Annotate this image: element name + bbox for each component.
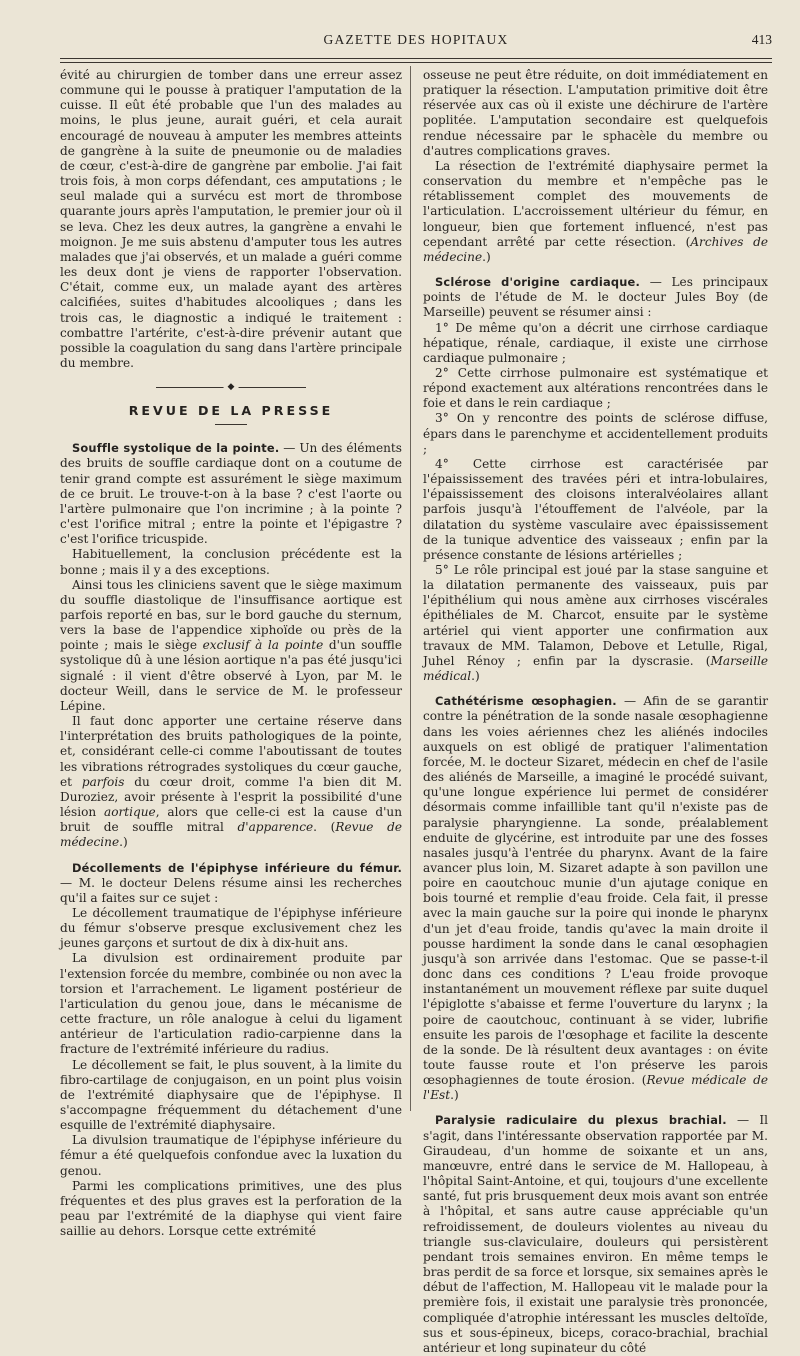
article-text: — Un des éléments des bruits de souffle cardiaque dont on a coutume de tenir grand compte est assurément le siège maximum de ce bruit. Le trouve-t-on à la base ? c'est l'aorte ou l'artère pulmonaire que l'on incrimine ; à la pointe ? c'est l'orifice mitral ; entre la pointe et l'épigastre ? c'est l'orifice tricuspide. bbox=[60, 441, 402, 547]
article-heading-paralysie: Paralysie radiculaire du plexus brachial. bbox=[435, 1113, 727, 1128]
header-rule-thick bbox=[60, 58, 772, 59]
text-run: . ( bbox=[313, 820, 336, 835]
article-text: — Afin de se garantir contre la pénétration de la sonde nasale œsophagienne dans les voies aériennes chez les aliénés indociles auxquels on est obligé de pratiquer l'alimentation forcée, M. le docteur Sizaret, médecin en chef de l'asile des aliénés de Marseille, a imaginé le procédé suivant, qu'une longue expérience lui permet de considérer désormais comme infaillible tant qu'il n'existe pas de paralysie pharyngienne. La sonde, préalablement enduite de glycérine, est introduite par une des fosses nasales jusqu'à l'entrée du pharynx. Avant de la faire avancer plus loin, M. Sizaret adapte à son pavillon une poire en caoutchouc munie d'un ajutage conique en bois tourné et remplie d'eau froide. Cela fait, il presse avec la main gauche sur la poire qui inonde le pharynx d'un jet d'eau froide, tandis qu'avec la main droite il pousse hardiment la sonde dans le canal œsophagien jusqu'à son arrivée dans l'estomac. Que se passe-t-il donc dans ces conditions ? L'eau froide provoque instantanément un mouvement réflexe par suite duquel l'épiglotte s'abaisse et ferme l'ouverture du larynx ; la poire de caoutchouc, continuant à se vider, lubrifie ensuite les parois de l'œsophage et facilite la descente de la sonde. De là résultent deux avantages : on évite toute fausse route et l'on préserve les parois œsophagiennes de toute érosion. ( bbox=[423, 694, 768, 1088]
text-run: d'un souffle systolique dû à une lésion aortique n'a pas été jusqu'ici signalé : il vient d'être observé à Lyon, par M. le docteur Weill, dans le service de M. le professeur Lépine. bbox=[60, 638, 402, 713]
paragraph: Le décollement traumatique de l'épiphyse inférieure du fémur s'observe presque exclusivement chez les jeunes garçons et surtout de dix à dix-huit ans. bbox=[60, 905, 402, 951]
article-catheterisme bbox=[423, 694, 768, 1103]
paragraph: La divulsion est ordinairement produite par l'extension forcée du membre, combinée ou non avec la torsion et l'arrachement. Le ligament postérieur de l'articulation du genou joue, dans le mécanisme de cette fracture, un rôle analogue à celui du ligament antérieur de l'articulation radio-carpienne dans la fracture de l'extrémité inférieure du radius. bbox=[60, 951, 402, 1057]
text-run: .) bbox=[482, 249, 491, 264]
list-item bbox=[423, 563, 768, 684]
section-divider bbox=[156, 383, 306, 391]
column-divider bbox=[410, 66, 411, 1111]
article-text: — Les principaux points de l'étude de M. le docteur Jules Boy (de Marseille) peuvent se résumer ainsi : bbox=[423, 275, 768, 320]
source-citation: Marseille médical bbox=[423, 653, 768, 684]
paragraph bbox=[60, 578, 402, 714]
text-run: .) bbox=[119, 835, 128, 850]
text-run: , alors que celle-ci est la cause d'un bruit de souffle mitral bbox=[60, 805, 402, 835]
emphasis: parfois bbox=[81, 774, 125, 789]
left-column bbox=[60, 68, 402, 1239]
article-text: — M. le docteur Delens résume ainsi les recherches qu'il a faites sur ce sujet : bbox=[60, 875, 402, 905]
text-run: .) bbox=[450, 1088, 459, 1103]
text-run: du cœur droit, comme l'a bien dit M. Duroziez, avoir présente à l'esprit la possibilité d'une lésion bbox=[60, 774, 402, 820]
article-heading-decollements: Décollements de l'épiphyse inférieure du fémur. bbox=[72, 860, 402, 875]
divider-ornament: ◆ bbox=[224, 381, 239, 393]
right-column bbox=[423, 68, 768, 1356]
article-heading-catheterisme: Cathétérisme œsophagien. bbox=[435, 694, 617, 709]
list-item: 3° On y rencontre des points de sclérose diffuse, épars dans le parenchyme et accidentellement produits ; bbox=[423, 411, 768, 456]
paragraph bbox=[60, 714, 402, 850]
source-citation: Revue de médecine bbox=[60, 820, 402, 850]
text-run: Il faut donc apporter une certaine réserve dans l'interprétation des bruits pathologiques de la pointe, et, considérant celle-ci comme l'aboutissant de toutes les vibrations rétrogrades systoliques du cœur gauche, et bbox=[60, 714, 402, 789]
article-decollements bbox=[60, 861, 402, 906]
list-item: 2° Cette cirrhose pulmonaire est systématique et répond exactement aux altérations rencontrées dans le foie et dans le rein cardiaque ; bbox=[423, 365, 768, 411]
list-item: 1° De même qu'on a décrit une cirrhose cardiaque hépatique, rénale, cardiaque, il existe une cirrhose cardiaque pulmonaire ; bbox=[423, 320, 768, 365]
emphasis: d'apparence bbox=[237, 820, 314, 835]
running-title: GAZETTE DES HOPITAUX bbox=[323, 32, 509, 47]
continuation-paragraph: osseuse ne peut être réduite, on doit immédiatement en pratiquer la résection. L'amputation primitive doit être réservée aux cas où il existe une déchirure de l'artère poplitée. L'amputation secondaire est quelquefois rendue nécessaire par le sphacèle du membre ou d'autres complications graves. bbox=[423, 68, 768, 158]
source-citation: Archives de médecine bbox=[423, 234, 768, 264]
text-run: .) bbox=[471, 669, 480, 684]
article-heading-souffle: Souffle systolique de la pointe. bbox=[72, 441, 280, 456]
emphasis: aortique bbox=[104, 805, 156, 820]
article-paralysie bbox=[423, 1113, 768, 1356]
header-rule-thin bbox=[60, 62, 772, 63]
text-run: 5° Le rôle principal est joué par la stase sanguine et la dilatation permanente des vaisseaux, puis par l'épithélium qui nous amène aux cirrhoses viscérales épithéliales de M. Charcot, ensuite par le système artériel qui vient apporter une confirmation aux travaux de MM. Talamon, Debove et Letulle, Rigal, Juhel Rénoy ; enfin par la dyscrasie. ( bbox=[423, 563, 768, 668]
paragraph: Le décollement se fait, le plus souvent, à la limite du fibro-cartilage de conjugaison, en un point plus voisin de l'extrémité diaphysaire que de l'épiphyse. Il s'accompagne fréquemment du détachement d'une esquille de l'extrémité diaphysaire. bbox=[60, 1057, 402, 1133]
paragraph: La divulsion traumatique de l'épiphyse inférieure du fémur a été quelquefois confondue avec la luxation du genou. bbox=[60, 1133, 402, 1178]
emphasis: exclusif à la pointe bbox=[202, 638, 324, 653]
page-number: 413 bbox=[751, 32, 772, 47]
article-souffle bbox=[60, 441, 402, 547]
source-citation: Revue médicale de l'Est bbox=[423, 1073, 769, 1103]
opening-paragraph: évité au chirurgien de tomber dans une erreur assez commune qui le pousse à pratiquer l'amputation de la cuisse. Il eût été probable que l'un des malades au moins, le plus jeune, aurait guéri, et cela aurait encouragé de nouveau à amputer les membres atteints de gangrène à la suite de pneumonie ou de maladies de cœur, c'est-à-dire de gangrène par embolie. J'ai fait trois fois, à mon corps défendant, ces amputations ; le seul malade qui a survécu est mort de thrombose quarante jours après l'amputation, le premier jour où il se leva. Chez les deux autres, la gangrène a envahi le moignon. Je me suis abstenu d'amputer tous les autres malades que j'ai observés, et un malade a guéri comme les deux dont je viens de rapporter l'observation. C'était, comme eux, un malade ayant des artères calcifiées, suites d'habitudes alcooliques ; dans les trois cas, le diagnostic a indiqué le traitement : combattre l'artérite, c'est-à-dire prévenir autant que possible la coagulation du sang dans l'artère principale du membre. bbox=[60, 68, 402, 370]
article-sclerose bbox=[423, 275, 768, 320]
section-title: REVUE DE LA PRESSE bbox=[128, 403, 334, 419]
paragraph: Parmi les complications primitives, une des plus fréquentes et des plus graves est la perforation de la peau par l'extrémité de la diaphyse qui vient faire saillie au dehors. Lorsque cette extrémité bbox=[60, 1178, 402, 1239]
paragraph bbox=[423, 159, 768, 265]
list-item: 4° Cette cirrhose est caractérisée par l'épaississement des travées péri et intra-lobulaires, l'épaississement des cloisons interalvéolaires allant parfois jusqu'à l'étouffement de l'alvéole, par la dilatation du système vasculaire avec épaississement de la tunique adventice des vaisseaux ; enfin par la présence constante de lésions artérielles ; bbox=[423, 456, 768, 562]
section-title-rule bbox=[215, 424, 247, 425]
article-text: — Il s'agit, dans l'intéressante observation rapportée par M. Giraudeau, d'un homme de soixante et un ans, manœuvre, entré dans le service de M. Hallopeau, à l'hôpital Saint-Antoine, et qui, toujours d'une excellente santé, fut pris brusquement deux mois avant son entrée à l'hôpital, et sans autre cause appréciable qu'un refroidissement, de douleurs violentes au niveau du triangle sus-claviculaire, douleurs qui persistèrent pendant trois semaines environ. En même temps le bras perdit de sa force et lorsque, six semaines après le début de l'affection, M. Hallopeau vit le malade pour la première fois, il existait une paralysie très prononcée, compliquée d'atrophie intéressant les muscles deltoïde, sus et sous-épineux, biceps, coraco-brachial, brachial antérieur et long supinateur du côté bbox=[423, 1113, 768, 1355]
text-run: Ainsi tous les cliniciens savent que le siège maximum du souffle diastolique de l'insuffisance aortique est parfois reporté en bas, sur le bord gauche du sternum, vers la base de l'appendice xiphoïde ou près de la pointe ; mais le siège bbox=[60, 577, 402, 653]
running-head bbox=[60, 32, 772, 56]
text-run: La résection de l'extrémité diaphysaire permet la conservation du membre et n'empêche pas le rétablissement complet des mouvements de l'articulation. L'accroissement ultérieur du fémur, en longueur, bien que fortement influencé, n'est pas cependant arrêté par cette résection. ( bbox=[423, 158, 768, 249]
article-heading-sclerose: Sclérose d'origine cardiaque. bbox=[435, 275, 640, 290]
paragraph: Habituellement, la conclusion précédente est la bonne ; mais il y a des exceptions. bbox=[60, 547, 402, 577]
